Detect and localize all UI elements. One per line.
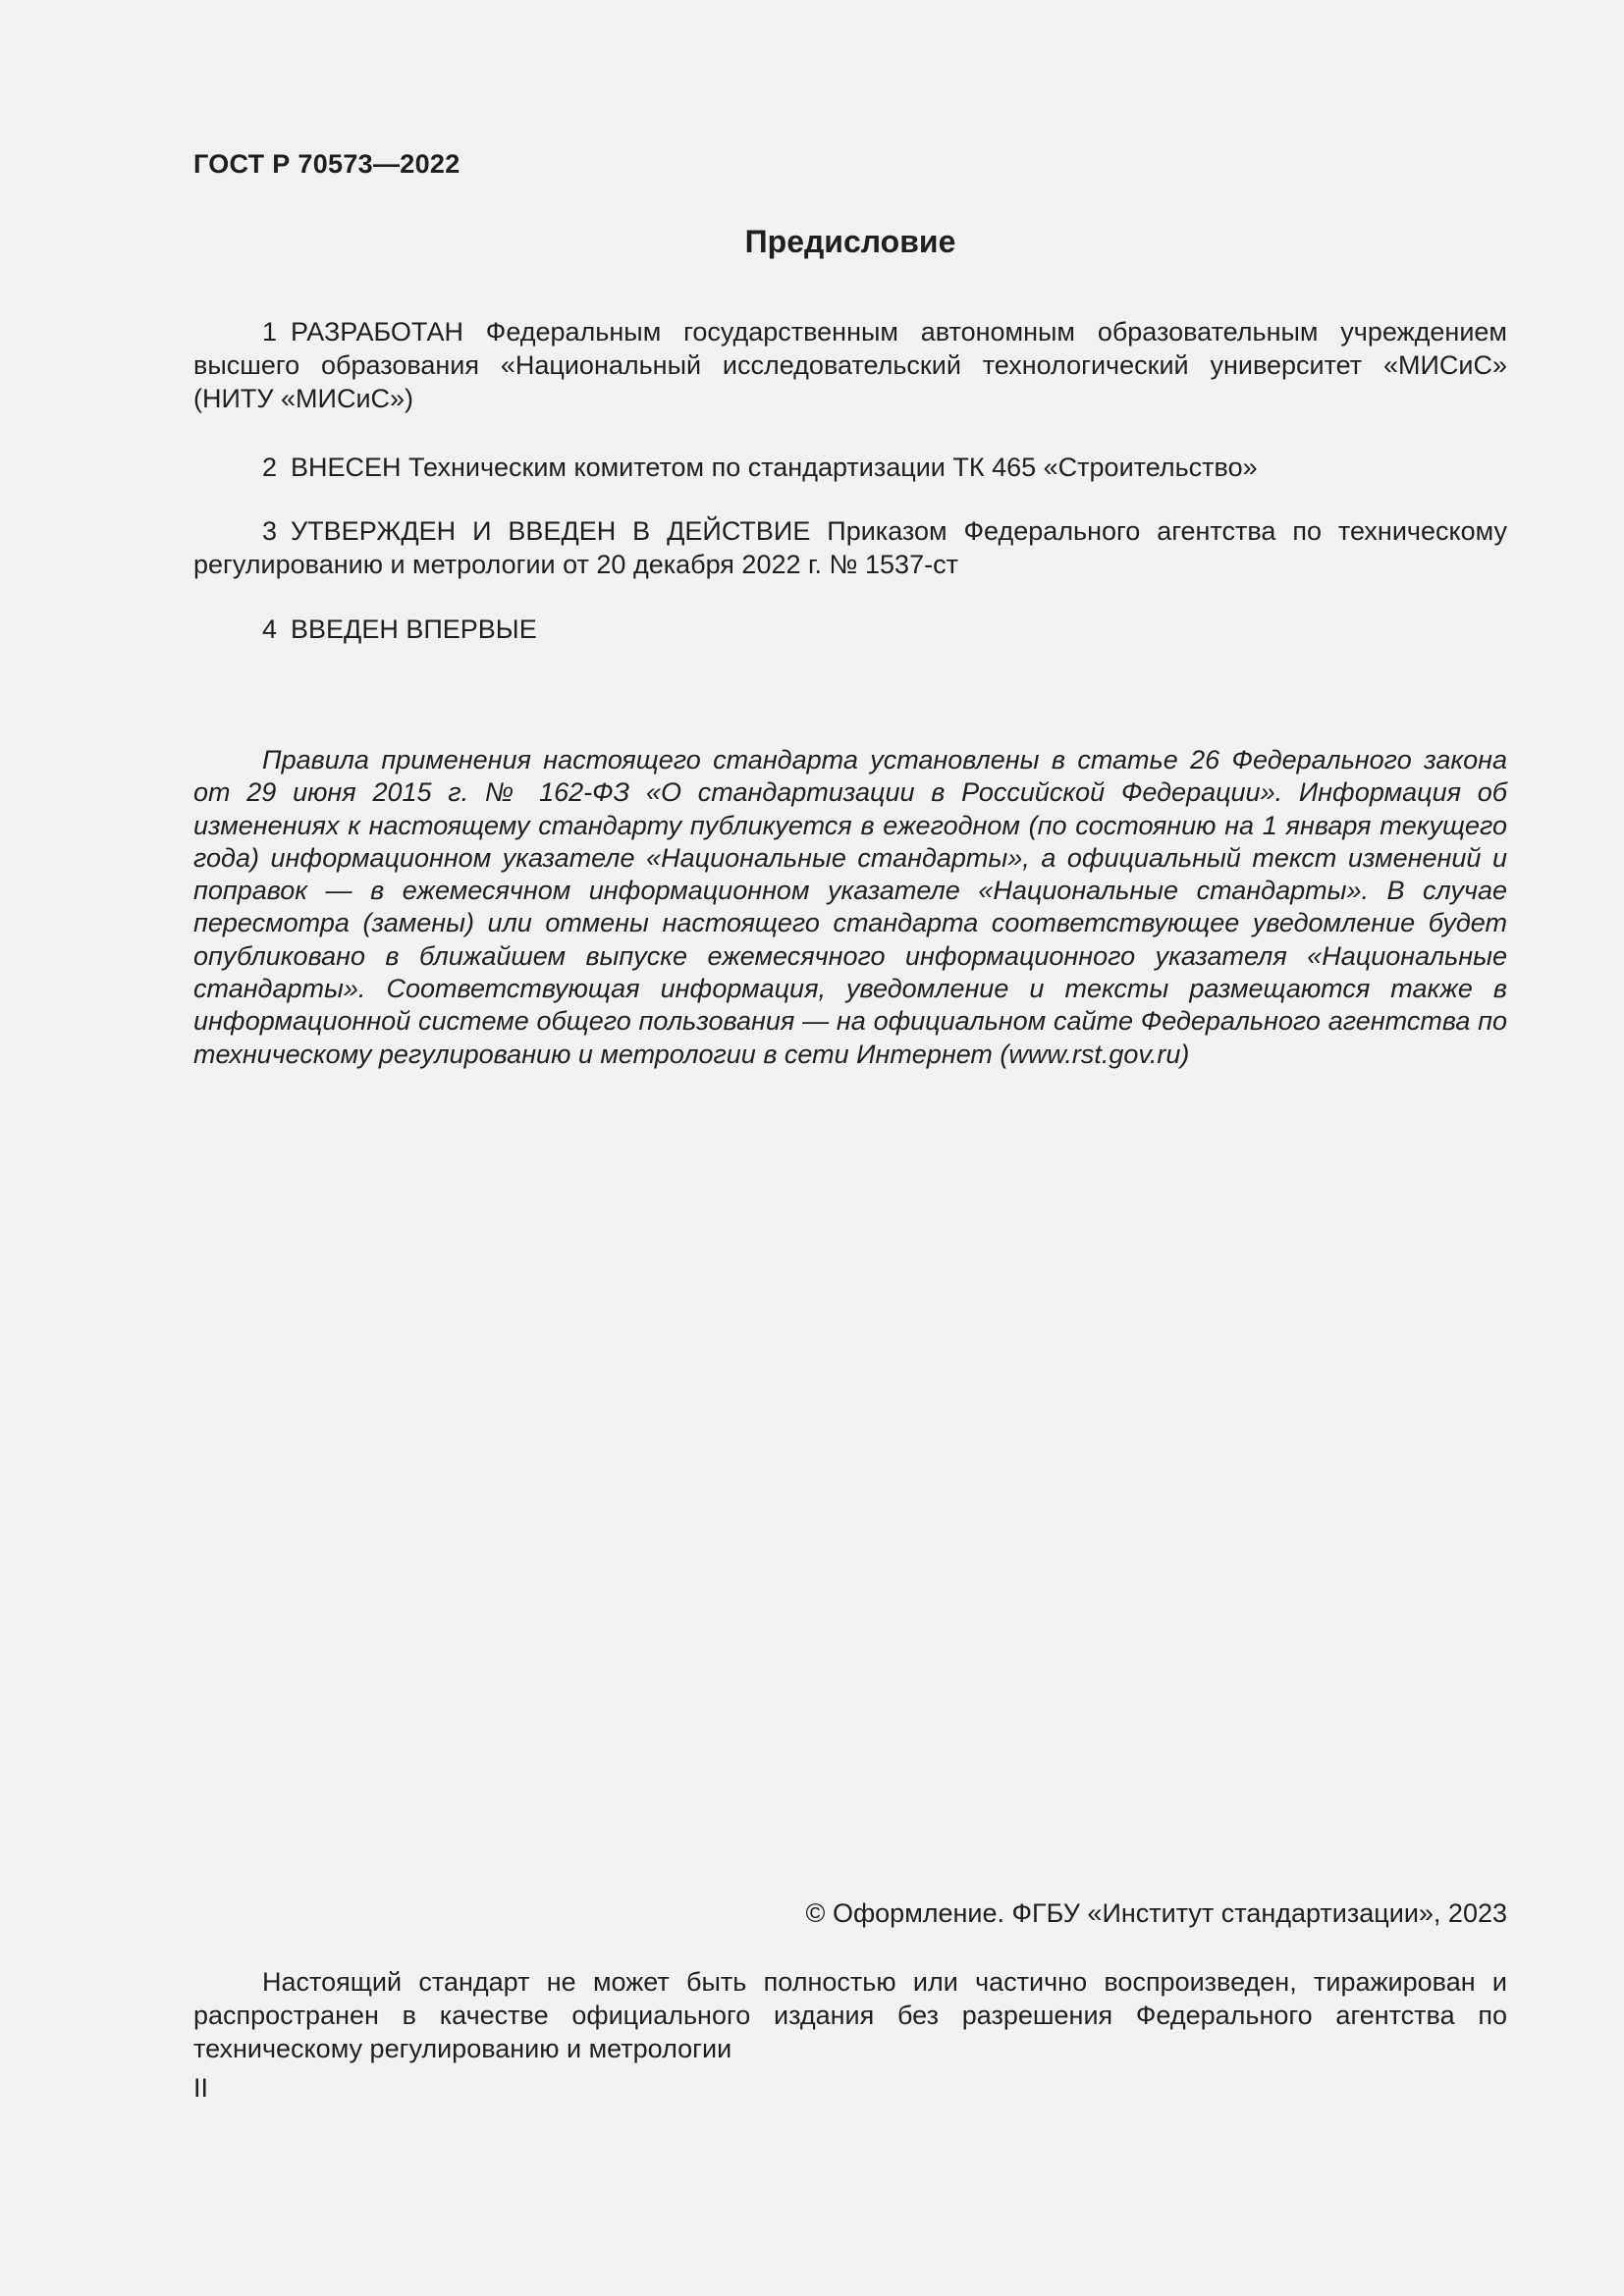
item-text: ВНЕСЕН Техническим комитетом по стандартизации ТК 465 «Строительство»	[291, 453, 1258, 482]
item-number: 4	[262, 614, 278, 644]
copyright-line: © Оформление. ФГБУ «Институт стандартизации», 2023	[805, 1898, 1507, 1928]
page-number: II	[193, 2073, 209, 2103]
foreword-item-4	[193, 613, 1507, 646]
page-title: Предисловие	[744, 224, 956, 259]
item-number: 1	[262, 317, 278, 347]
reproduction-notice: Настоящий стандарт не может быть полностью или частично воспроизведен, тиражирован и распространен в качестве официального издания без разрешения Федерального агентства по техническому регулированию и метрологии	[193, 1967, 1507, 2063]
rules-notice: Правила применения настоящего стандарта установлены в статье 26 Федерального закона от 29 июня 2015 г. № 162-ФЗ «О стандартизации в Российской Федерации». Информация об изменениях к настоящему стандарту публикуется в ежегодном (по состоянию на 1 января текущего года) информационном указателе «Национальные стандарты», а официальный текст изменений и поправок — в ежемесячном информационном указателе «Национальные стандарты». В случае пересмотра (замены) или отмены настоящего стандарта соответствующее уведомление будет опубликовано в ближайшем выпуске ежемесячного информационного указателя «Национальные стандарты». Соответствующая информация, уведомление и тексты размещаются также в информационной системе общего пользования — на официальном сайте Федерального агентства по техническому регулированию и метрологии в сети Интернет (www.rst.gov.ru)	[193, 745, 1507, 1069]
item-number: 2	[262, 453, 278, 482]
item-number: 3	[262, 516, 278, 546]
foreword-item-1	[193, 315, 1507, 415]
foreword-item-2	[193, 451, 1507, 484]
foreword-item-3	[193, 514, 1507, 581]
item-text: РАЗРАБОТАН Федеральным государственным автономным образовательным учреждением высшего образования «Национальный исследовательский технологический университет «МИСиС» (НИТУ «МИСиС»)	[193, 317, 1507, 413]
document-code: ГОСТ Р 70573—2022	[193, 149, 460, 179]
item-text: УТВЕРЖДЕН И ВВЕДЕН В ДЕЙСТВИЕ Приказом Федерального агентства по техническому регулированию и метрологии от 20 декабря 2022 г. № 1537-ст	[193, 516, 1507, 579]
item-text: ВВЕДЕН ВПЕРВЫЕ	[291, 614, 537, 644]
